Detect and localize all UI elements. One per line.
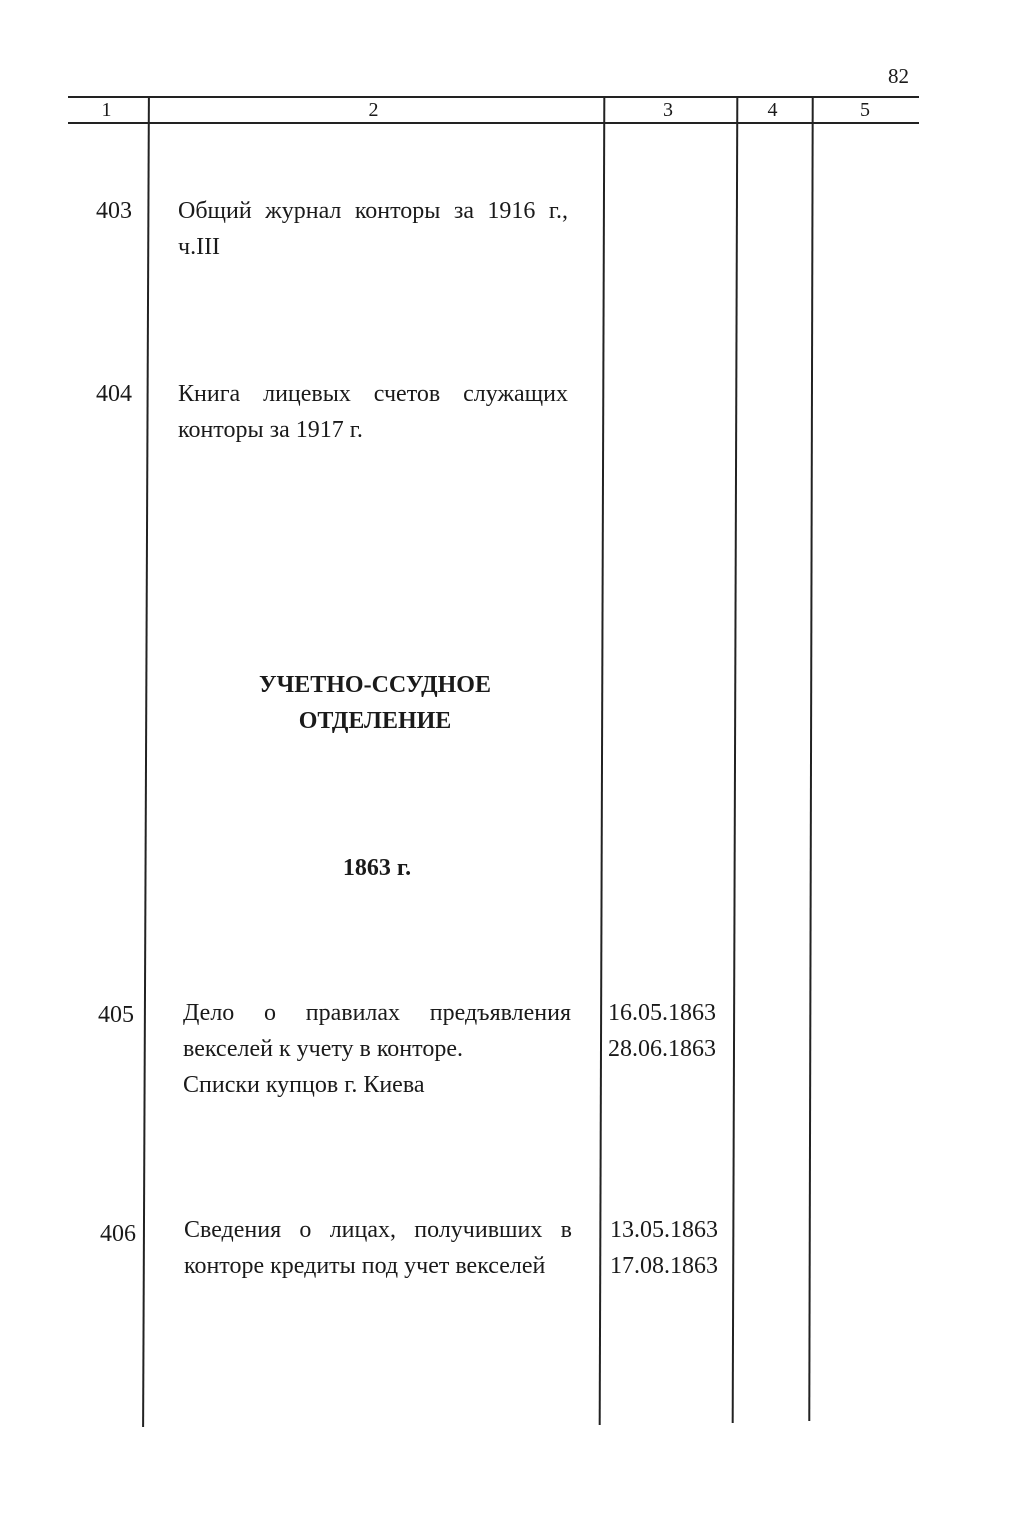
entry-dates [608,995,716,1067]
year-heading: 1863 г. [342,855,412,881]
entry-description [184,1212,572,1284]
entry-description [183,995,571,1103]
entry-line: векселей к учету в конторе. [183,1036,463,1062]
column-header-3: 3 [663,99,673,121]
page-number: 82 [888,64,909,88]
entry-description [178,376,568,448]
entry-date: 13.05.1863 [610,1217,718,1243]
entry-number: 403 [96,198,132,224]
entry-line: Сведения о лицах, получивших в [184,1217,572,1243]
section-heading [155,667,595,739]
entry-number: 404 [96,381,132,407]
table-header-rule [68,122,919,124]
column-divider [732,97,738,1423]
column-header-2: 2 [368,99,379,121]
column-header-4: 4 [767,99,778,121]
entry-date: 16.05.1863 [608,1000,716,1026]
column-header-1: 1 [101,99,112,121]
column-divider [599,97,605,1425]
column-divider [142,97,149,1427]
column-header-5: 5 [860,99,870,121]
entry-line: конторы за 1917 г. [178,417,363,443]
entry-line: конторе кредиты под учет векселей [184,1253,546,1279]
entry-line: Списки купцов г. Киева [183,1072,425,1098]
entry-dates [610,1212,718,1284]
entry-line: Книга лицевых счетов служащих [178,381,568,407]
table-top-rule [68,96,919,98]
entry-line: Общий журнал конторы за 1916 г., [178,198,568,224]
entry-date: 28.06.1863 [608,1036,716,1062]
entry-date: 17.08.1863 [610,1253,718,1279]
section-heading-line: УЧЕТНО-ССУДНОЕ [259,672,491,698]
entry-line: Дело о правилах предъявления [183,1000,571,1026]
column-divider [808,97,813,1421]
entry-number: 405 [98,1002,134,1028]
entry-description [178,193,568,265]
entry-line: ч.III [178,234,221,260]
section-heading-line: ОТДЕЛЕНИЕ [298,708,452,734]
entry-number: 406 [100,1221,136,1247]
